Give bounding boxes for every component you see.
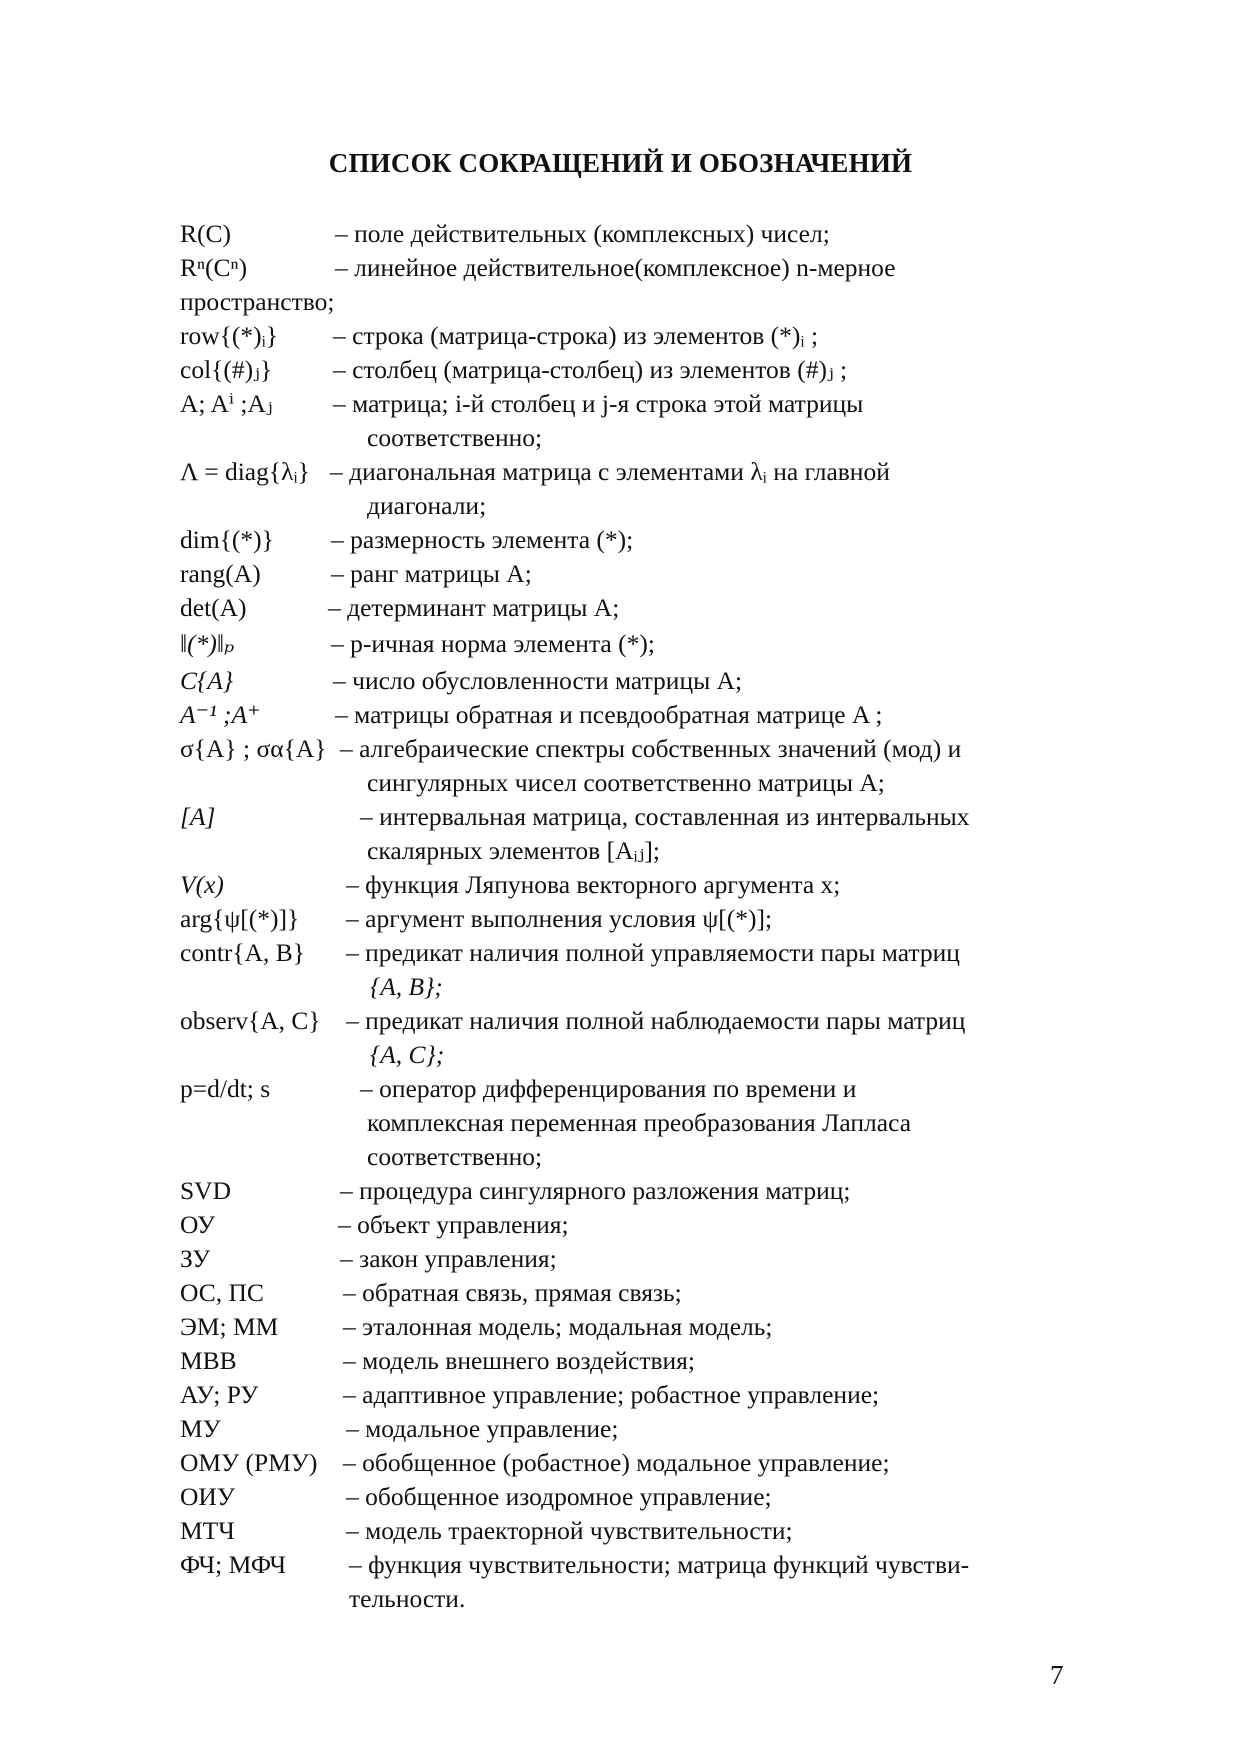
entry-term: ЭМ; ММ [180, 1312, 279, 1341]
entry-term: ОС, ПС [180, 1278, 264, 1307]
entry-term: row{(*)ᵢ} [180, 321, 279, 350]
entry-term: rang(A) [180, 559, 261, 588]
entry-continuation-text: сингулярных чисел соответственно матрицы A; [367, 768, 885, 797]
entry-definition: – p-ичная норма элемента (*); [331, 629, 655, 658]
entry-definition: – линейное действительное(комплексное) n-мерное [335, 253, 896, 282]
entry-definition: – детерминант матрицы А; [328, 593, 620, 622]
entry-term: SVD [180, 1176, 232, 1205]
entry-term: МУ [180, 1414, 221, 1443]
entry-term: ФЧ; МФЧ [180, 1550, 287, 1579]
entry-term: Rⁿ(Cⁿ) [180, 253, 248, 282]
entry-definition: – предикат наличия полной управляемости пары матриц [346, 938, 960, 967]
entry-definition: – обратная связь, прямая связь; [343, 1278, 682, 1307]
entry-definition: – модальное управление; [346, 1414, 619, 1443]
entry-definition: – размерность элемента (*); [331, 525, 634, 554]
entry-definition: – эталонная модель; модальная модель; [343, 1312, 773, 1341]
entry-term: A; Aⁱ ;Aⱼ [180, 389, 273, 418]
entry-term: ОМУ (РМУ) [180, 1448, 318, 1477]
entry-continuation-text: соответственно; [367, 1142, 543, 1171]
entry-term: C{A} [180, 666, 233, 695]
entry-definition: – предикат наличия полной наблюдаемости пары матриц [346, 1006, 966, 1035]
page-title: СПИСОК СОКРАЩЕНИЙ И ОБОЗНАЧЕНИЙ [328, 148, 913, 178]
entry-term: Λ = diag{λᵢ} [180, 457, 310, 486]
entry-term: МВВ [180, 1346, 237, 1375]
entry-definition: – оператор дифференцирования по времени и [360, 1074, 857, 1103]
entry-definition: – процедура сингулярного разложения матриц; [340, 1176, 851, 1205]
entry-term: p=d/dt; s [180, 1074, 271, 1103]
entry-term: МТЧ [180, 1516, 235, 1545]
entry-definition: – модель внешнего воздействия; [343, 1346, 695, 1375]
entry-term: АУ; РУ [180, 1380, 259, 1409]
entry-definition: – интервальная матрица, составленная из интервальных [360, 802, 970, 831]
entry-term: V(x) [180, 870, 224, 899]
entry-term: R(C) [180, 219, 231, 248]
entry-term: col{(#)ⱼ} [180, 355, 273, 384]
entry-definition: – матрица; i-й столбец и j-я строка этой матрицы [333, 389, 864, 418]
entry-definition: – ранг матрицы А; [331, 559, 532, 588]
entry-definition: – закон управления; [340, 1244, 557, 1273]
entry-continuation-text: {A, C}; [370, 1040, 445, 1069]
entry-definition: – аргумент выполнения условия ψ[(*)]; [346, 904, 773, 933]
entry-term: ОИУ [180, 1482, 235, 1511]
entry-continuation-text: соответственно; [367, 423, 543, 452]
entry-term: det(A) [180, 593, 247, 622]
entry-continuation-text: диагонали; [367, 491, 487, 520]
entry-term: ‖(*)‖ₚ [180, 629, 235, 658]
entry-term: ОУ [180, 1210, 216, 1239]
page-number: 7 [1050, 1660, 1064, 1690]
entry-definition: – столбец (матрица-столбец) из элементов (#)ⱼ ; [333, 355, 848, 384]
entry-definition: – адаптивное управление; робастное управление; [343, 1380, 880, 1409]
entry-definition: – обобщенное изодромное управление; [346, 1482, 772, 1511]
entry-definition: – модель траекторной чувствительности; [346, 1516, 793, 1545]
entry-continuation-text: {A, B}; [370, 972, 443, 1001]
entry-term: arg{ψ[(*)]} [180, 904, 300, 933]
entry-term: ЗУ [180, 1244, 211, 1273]
entry-term: dim{(*)} [180, 525, 274, 554]
entry-term: σ{A} ; σα{A} [180, 734, 327, 763]
entry-definition: – обобщенное (робастное) модальное управление; [343, 1448, 890, 1477]
entry-definition: – число обусловленности матрицы A; [333, 666, 743, 695]
entry-continuation-text: скалярных элементов [Aᵢⱼ]; [367, 836, 660, 865]
entry-term: [A] [180, 802, 216, 831]
entry-definition: – функция Ляпунова векторного аргумента x; [346, 870, 841, 899]
entry-definition: – поле действительных (комплексных) чисел; [335, 219, 830, 248]
entry-definition: – алгебраические спектры собственных значений (мод) и [340, 734, 962, 763]
entry-term: A⁻¹ ;A⁺ [180, 700, 261, 729]
entry-definition: – диагональная матрица с элементами λᵢ на главной [330, 457, 890, 486]
entry-definition: – матрицы обратная и псевдообратная матрице A ; [335, 700, 883, 729]
entry-continuation-text: тельности. [349, 1584, 466, 1613]
entry-continuation-text: комплексная переменная преобразования Лапласа [367, 1108, 912, 1137]
entry-term: contr{A, B} [180, 938, 306, 967]
entry-term: observ{A, C} [180, 1006, 321, 1035]
entry-definition: – строка (матрица-строка) из элементов (*)ᵢ ; [333, 321, 819, 350]
entry-definition: – функция чувствительности; матрица функций чувстви- [349, 1550, 970, 1579]
entry-definition: – объект управления; [338, 1210, 569, 1239]
entry-continuation-text: пространство; [180, 287, 335, 316]
